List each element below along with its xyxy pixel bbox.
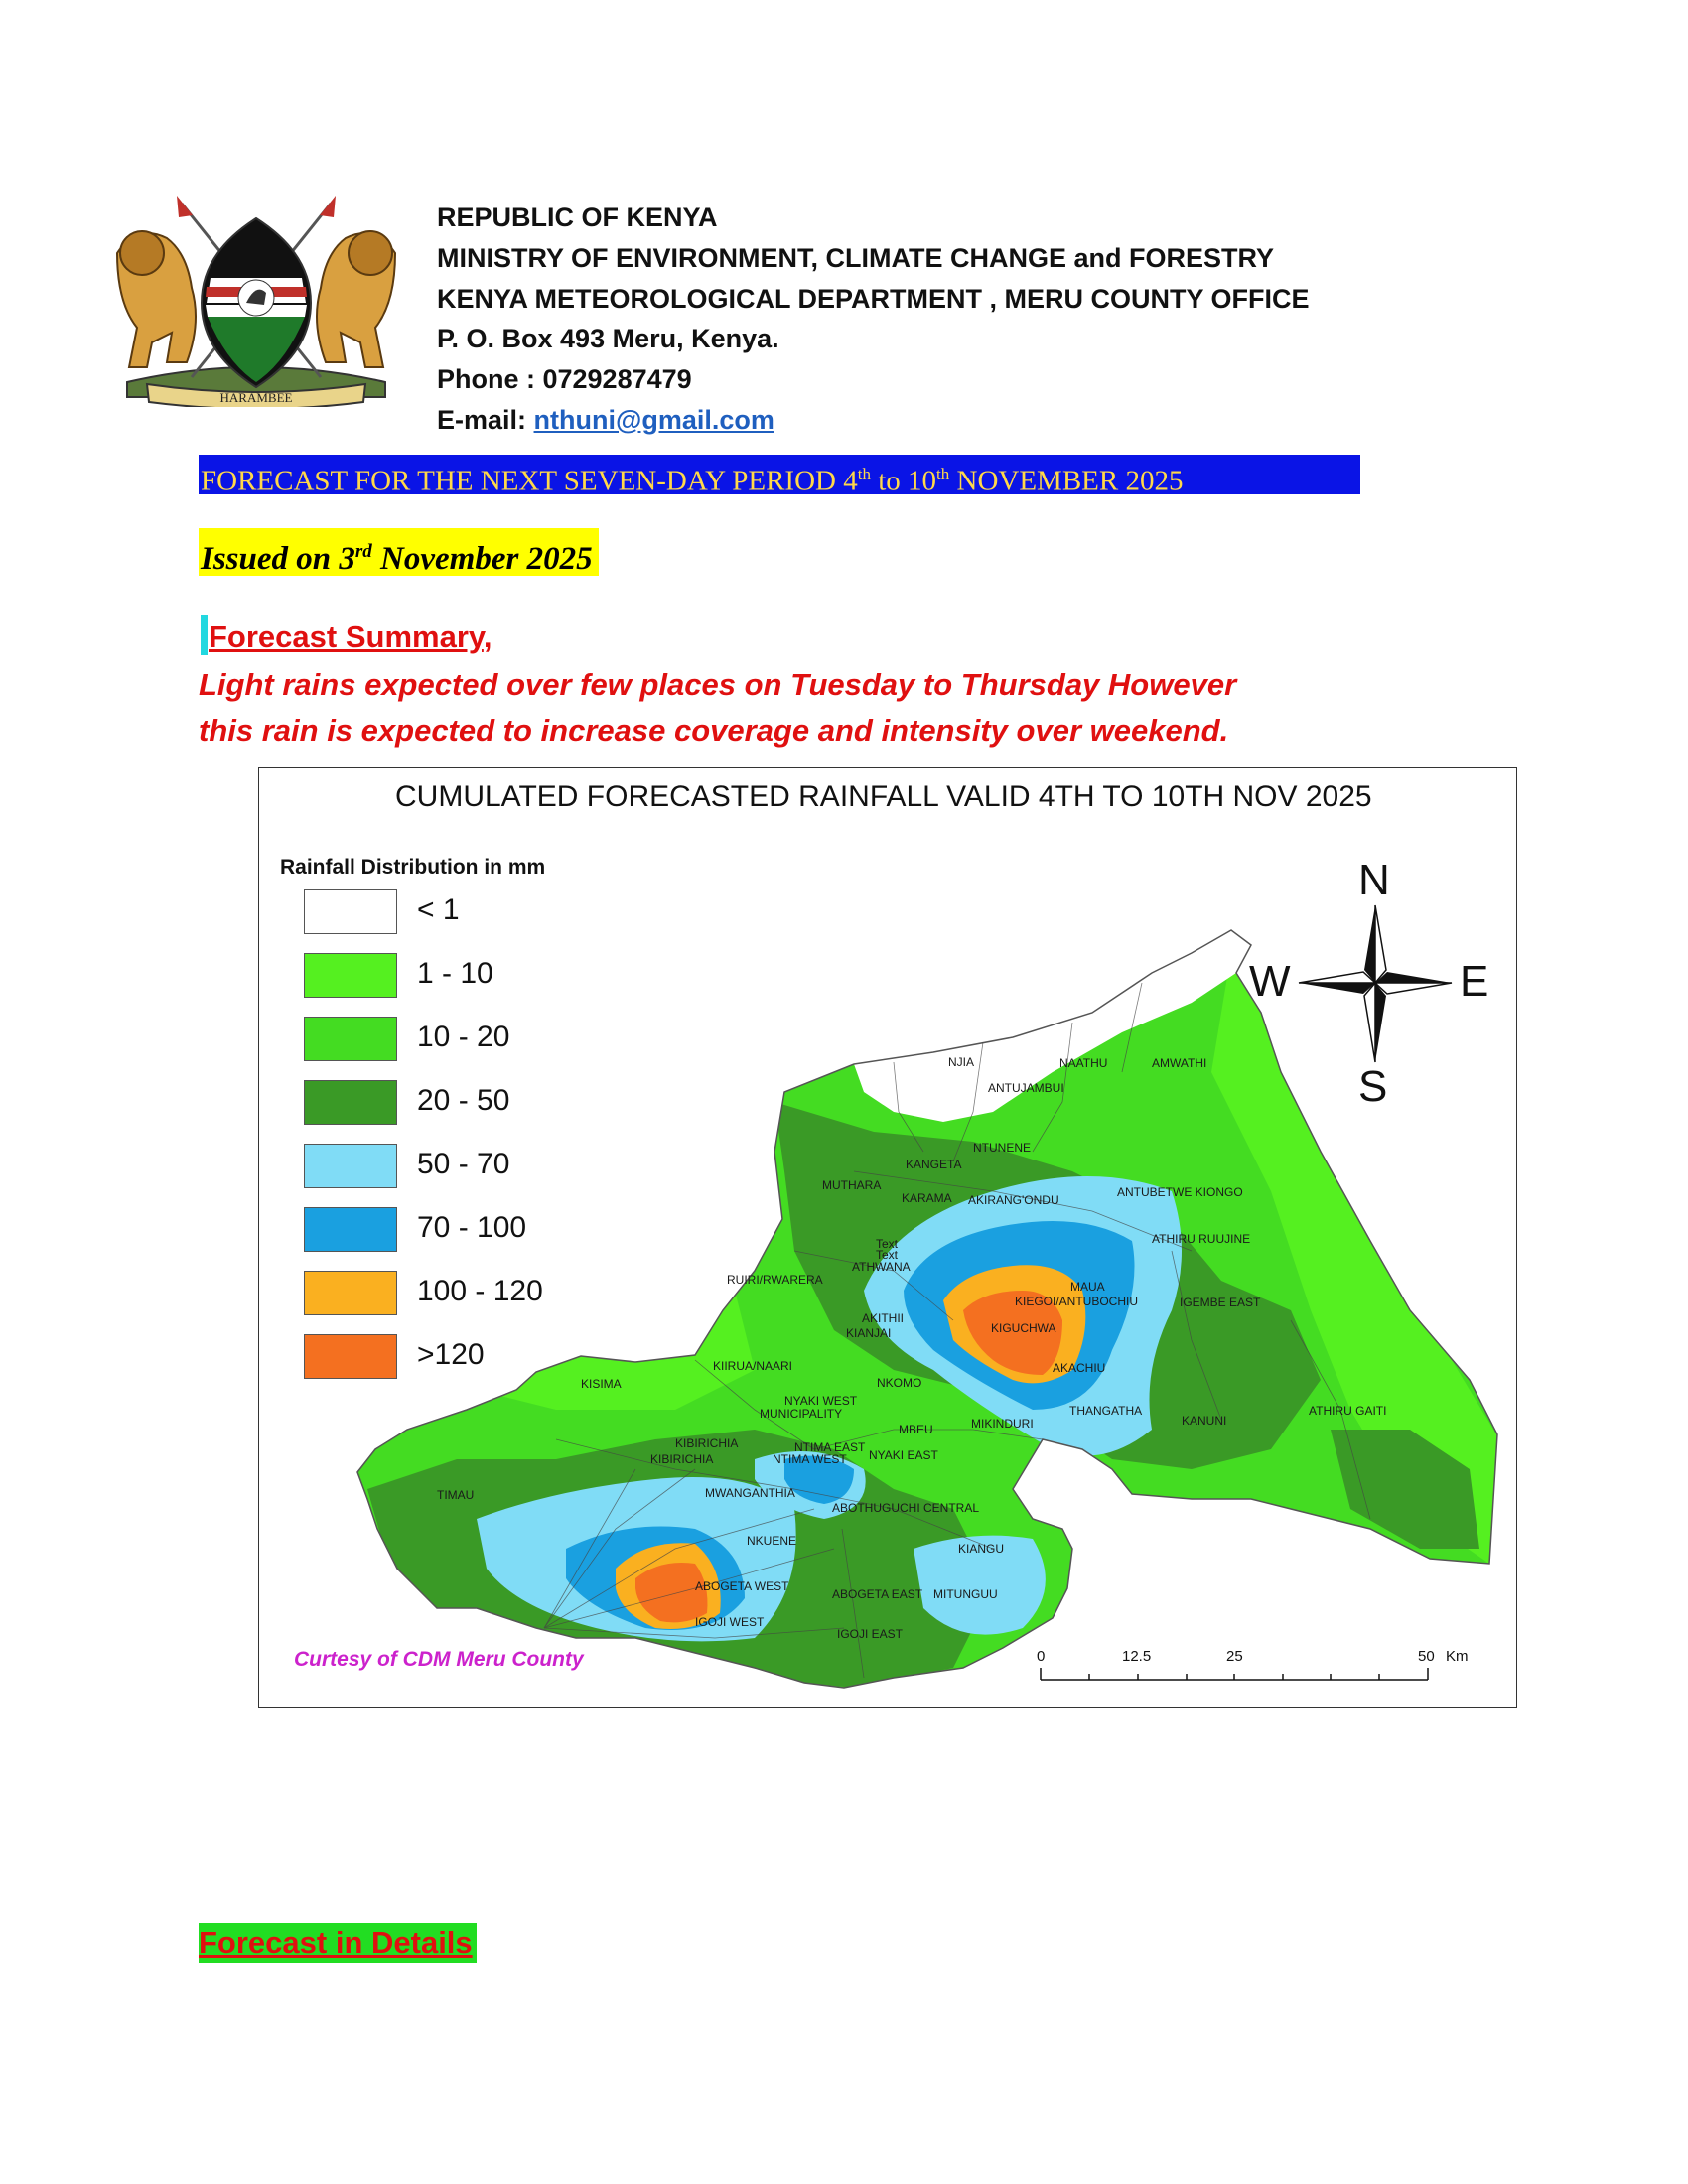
place-ntima-west: NTIMA WEST [773, 1452, 847, 1466]
place-antubetwe-kiongo: ANTUBETWE KIONGO [1117, 1185, 1243, 1199]
compass-w-label: W [1249, 957, 1291, 1006]
place-akirangondu: AKIRANG'ONDU [968, 1193, 1059, 1207]
place-ntima-east: NTIMA EAST [794, 1440, 866, 1454]
map-title: CUMULATED FORECASTED RAINFALL VALID 4TH TO 10TH NOV 2025 [395, 780, 1372, 813]
scale-label-0: 0 [1037, 1648, 1046, 1665]
place-thangatha: THANGATHA [1069, 1404, 1143, 1418]
email-link[interactable]: nthuni@gmail.com [533, 405, 774, 435]
place-kanuni: KANUNI [1182, 1414, 1227, 1428]
place-kangeta: KANGETA [906, 1158, 962, 1171]
scale-label-50: 50 [1418, 1648, 1435, 1665]
place-igoji-west: IGOJI WEST [695, 1615, 765, 1629]
place-akachiu: AKACHIU [1053, 1361, 1106, 1375]
place-kibirichia-2: KIBIRICHIA [650, 1452, 714, 1466]
compass-s-label: S [1358, 1062, 1388, 1111]
scale-label-unit: Km [1446, 1648, 1469, 1665]
place-akithii: AKITHII [862, 1311, 905, 1325]
place-mbeu: MBEU [899, 1423, 933, 1436]
legend-title: Rainfall Distribution in mm [280, 856, 546, 879]
compass-rose [1299, 905, 1452, 1062]
place-kiguchwa: KIGUCHWA [991, 1321, 1056, 1335]
forecast-period-mid: to 10 [870, 465, 937, 497]
legend-label-10-20: 10 - 20 [417, 1021, 510, 1053]
place-ntunene: NTUNENE [973, 1141, 1032, 1155]
place-abothuguchi-central: ABOTHUGUCHI CENTRAL [832, 1501, 980, 1515]
legend-label-70-100: 70 - 100 [417, 1211, 527, 1244]
forecast-period-suffix: NOVEMBER 2025 [949, 465, 1184, 497]
place-maua: MAUA [1070, 1280, 1105, 1294]
scale-bar [1041, 1668, 1428, 1680]
motto-text: HARAMBEE [219, 390, 293, 405]
place-text-1: Text [876, 1237, 899, 1251]
legend-label-gt120: >120 [417, 1338, 485, 1371]
issued-sup: rd [354, 541, 372, 562]
place-abogeta-west: ABOGETA WEST [695, 1579, 789, 1593]
place-athiru-ruujine: ATHIRU RUUJINE [1152, 1232, 1251, 1246]
place-kiegoi-antubochiu: KIEGOI/ANTUBOCHIU [1015, 1295, 1139, 1308]
scale-label-12-5: 12.5 [1122, 1648, 1152, 1665]
header-phone: Phone : 0729287479 [437, 364, 692, 394]
place-mwanganthia: MWANGANTHIA [705, 1486, 795, 1500]
header-ministry: MINISTRY OF ENVIRONMENT, CLIMATE CHANGE and FORESTRY [437, 243, 1275, 273]
place-igembe-east: IGEMBE EAST [1180, 1296, 1261, 1309]
summary-title-text: Forecast Summary [209, 619, 484, 654]
issued-suffix: November 2025 [371, 541, 593, 577]
place-mitunguu: MITUNGUU [933, 1587, 998, 1601]
place-naathu: NAATHU [1059, 1056, 1108, 1070]
forecast-period-prefix: FORECAST FOR THE NEXT SEVEN-DAY PERIOD 4 [201, 465, 858, 497]
place-amwathi: AMWATHI [1152, 1056, 1207, 1070]
header-po-box: P. O. Box 493 Meru, Kenya. [437, 324, 779, 353]
scale-label-25: 25 [1226, 1648, 1243, 1665]
email-label: E-mail: [437, 405, 534, 435]
legend-label-1-10: 1 - 10 [417, 957, 493, 990]
legend-label-20-50: 20 - 50 [417, 1084, 510, 1117]
place-ruiri-rwarera: RUIRI/RWARERA [727, 1273, 823, 1287]
place-kianjai: KIANJAI [846, 1326, 892, 1340]
legend-label-50-70: 50 - 70 [417, 1148, 510, 1180]
place-timau: TIMAU [437, 1488, 475, 1502]
place-antujambui: ANTUJAMBUI [988, 1081, 1064, 1095]
forecast-period-sup2: th [936, 465, 950, 483]
place-kiangu: KIANGU [958, 1542, 1005, 1556]
compass-n-label: N [1358, 856, 1390, 904]
place-nyaki-west: NYAKI WEST [784, 1394, 858, 1408]
place-text-2: Text [876, 1248, 899, 1262]
legend-label-lt1: < 1 [417, 893, 460, 926]
place-abogeta-east: ABOGETA EAST [832, 1587, 923, 1601]
compass-e-label: E [1460, 957, 1489, 1006]
place-municipality: MUNICIPALITY [760, 1407, 843, 1421]
place-nyaki-east: NYAKI EAST [869, 1448, 938, 1462]
place-athwana: ATHWANA [852, 1260, 911, 1274]
summary-title-suffix: , [483, 619, 492, 654]
place-njia: NJIA [948, 1055, 975, 1069]
issued-prefix: Issued on 3 [201, 541, 355, 577]
place-nkomo: NKOMO [877, 1376, 922, 1390]
place-kibirichia-1: KIBIRICHIA [675, 1436, 739, 1450]
place-athiru-gaiti: ATHIRU GAITI [1309, 1404, 1387, 1418]
place-muthara: MUTHARA [822, 1178, 882, 1192]
legend-label-100-120: 100 - 120 [417, 1275, 543, 1307]
place-karama: KARAMA [902, 1191, 952, 1205]
map-courtesy: Curtesy of CDM Meru County [294, 1648, 584, 1671]
place-igoji-east: IGOJI EAST [837, 1627, 904, 1641]
summary-line-1: Light rains expected over few places on Tuesday to Thursday However [199, 667, 1237, 702]
header-department: KENYA METEOROLOGICAL DEPARTMENT , MERU COUNTY OFFICE [437, 284, 1310, 314]
place-nkuene: NKUENE [747, 1534, 797, 1548]
header-republic: REPUBLIC OF KENYA [437, 203, 718, 232]
details-title-text: Forecast in Details [199, 1925, 473, 1960]
forecast-period-sup1: th [857, 465, 871, 483]
summary-line-2: this rain is expected to increase coverage and intensity over weekend. [199, 713, 1229, 748]
place-kisima: KISIMA [581, 1377, 622, 1391]
place-kiirua-naari: KIIRUA/NAARI [713, 1359, 793, 1373]
details-title [199, 1923, 477, 1963]
place-mikinduri: MIKINDURI [971, 1417, 1034, 1431]
